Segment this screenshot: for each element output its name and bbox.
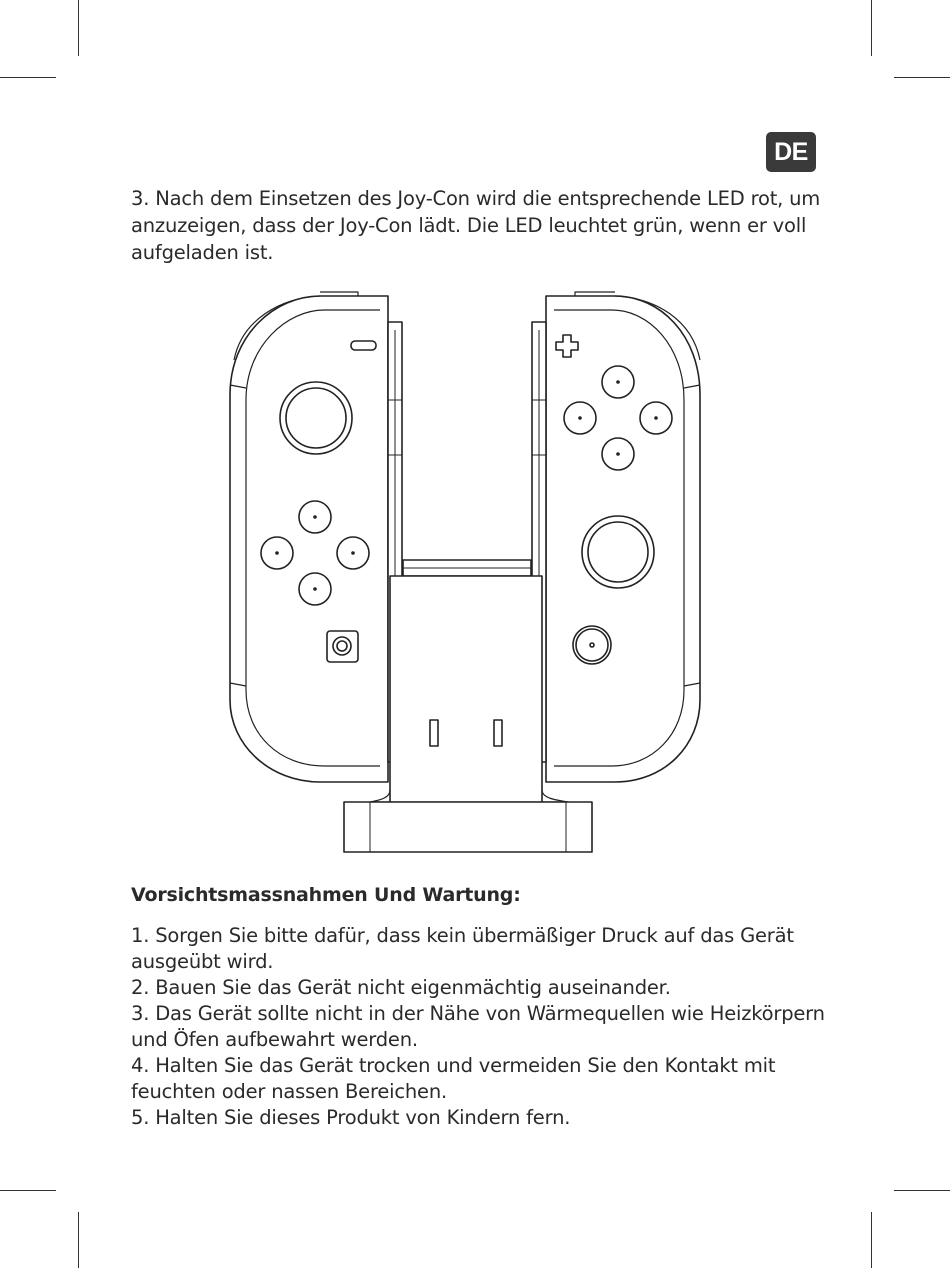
crop-mark-top-left-v	[78, 0, 79, 56]
crop-mark-bottom-right-h	[894, 1190, 950, 1191]
crop-mark-top-left-h	[0, 77, 56, 78]
list-item: 3. Das Gerät sollte nicht in der Nähe von Wärmequellen wie Heizkörpern und Öfen aufbewahrt werden.	[131, 1002, 825, 1051]
list-item: 1. Sorgen Sie bitte dafür, dass kein übermäßiger Druck auf das Gerät ausgeübt wird.	[131, 924, 794, 973]
crop-mark-bottom-right-v	[871, 1212, 872, 1268]
right-joycon-icon	[532, 292, 700, 782]
list-item: 5. Halten Sie dieses Produkt von Kindern fern.	[131, 1106, 571, 1129]
section-title: Vorsichtsmassnahmen Und Wartung:	[131, 884, 521, 906]
crop-mark-bottom-left-h	[0, 1190, 56, 1191]
crop-mark-top-right-v	[871, 0, 872, 56]
care-section	[131, 882, 831, 1131]
joycon-charging-dock-illustration	[220, 290, 720, 860]
crop-mark-bottom-left-v	[78, 1212, 79, 1268]
left-joycon-icon	[230, 292, 402, 782]
intro-paragraph: 3. Nach dem Einsetzen des Joy-Con wird die entsprechende LED rot, um anzuzeigen, dass der Joy-Con lädt. Die LED leuchtet grün, wenn er voll aufgeladen ist.	[131, 187, 821, 264]
language-badge: DE	[766, 132, 816, 172]
list-item: 2. Bauen Sie das Gerät nicht eigenmächtig auseinander.	[131, 976, 671, 999]
crop-mark-top-right-h	[894, 77, 950, 78]
list-item: 4. Halten Sie das Gerät trocken und vermeiden Sie den Kontakt mit feuchten oder nassen Bereichen.	[131, 1054, 776, 1103]
care-list	[131, 923, 831, 1131]
